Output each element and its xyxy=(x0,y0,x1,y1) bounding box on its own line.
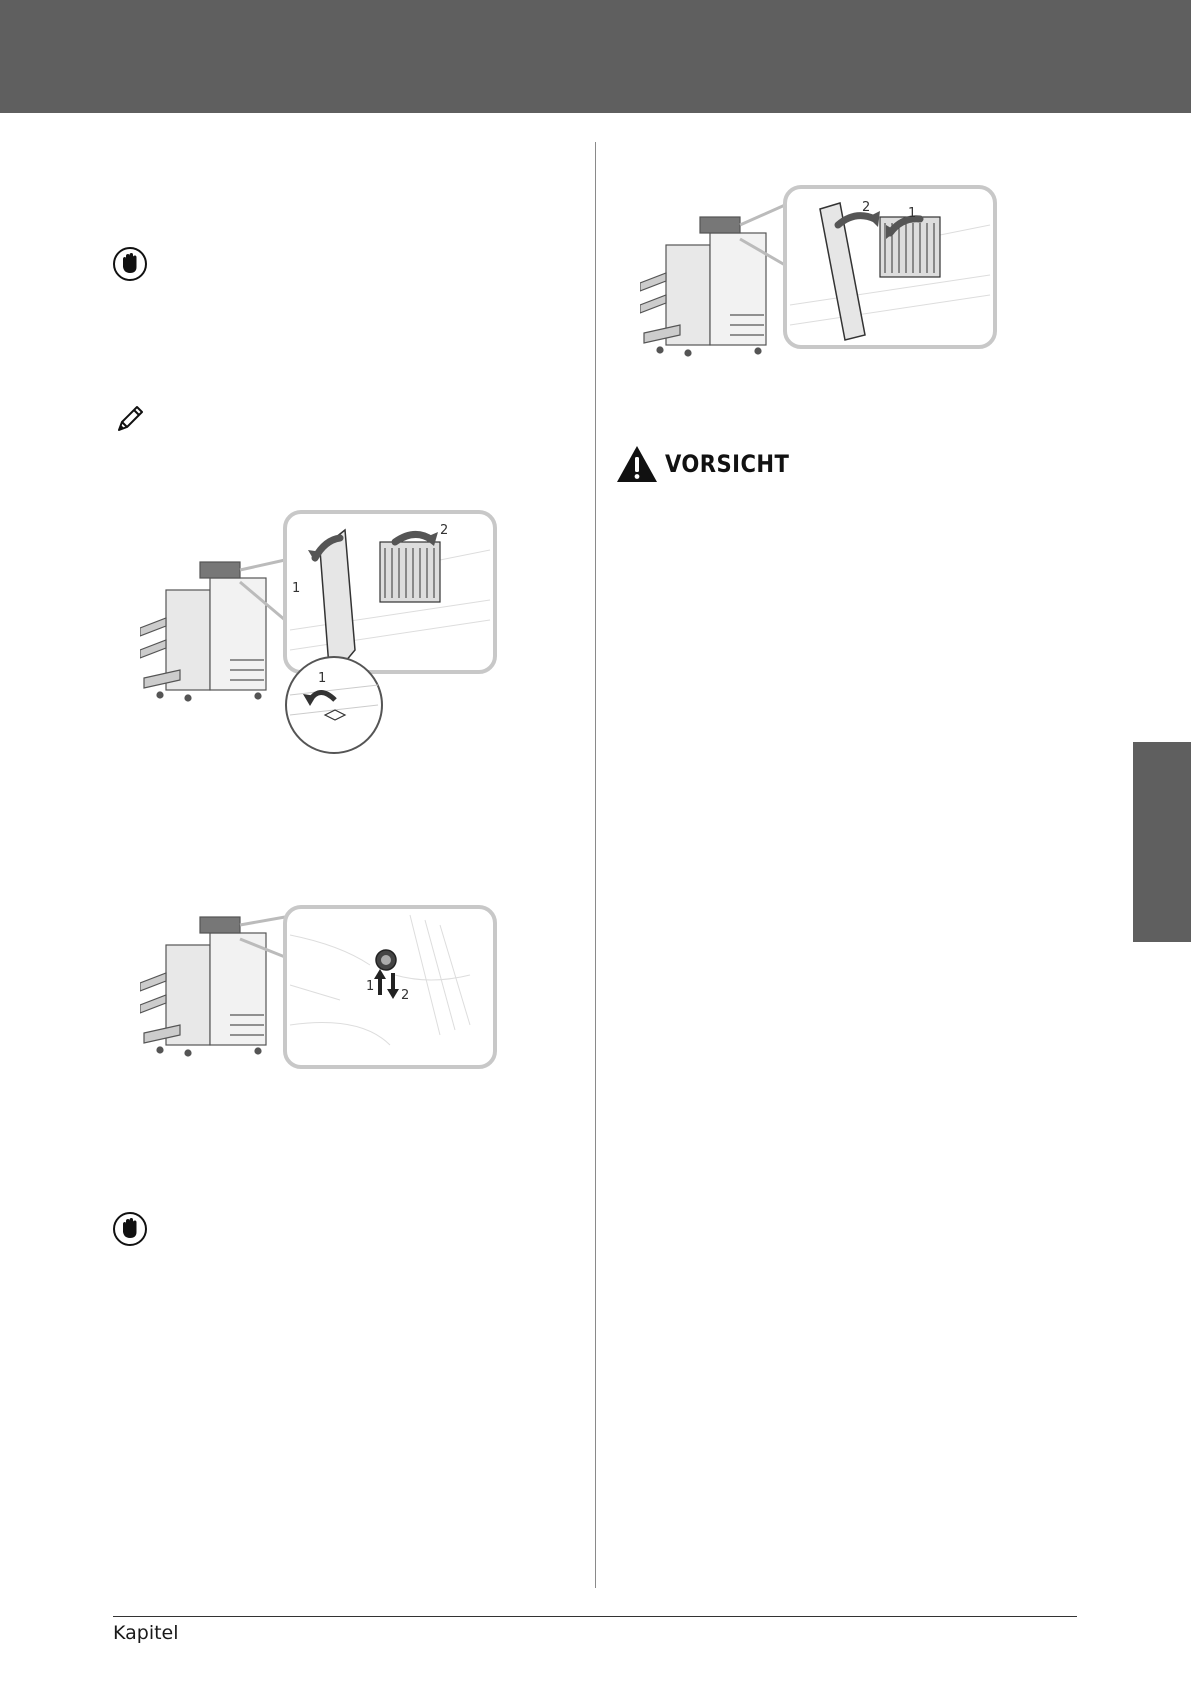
chapter-side-tab xyxy=(1133,742,1191,942)
pencil-icon xyxy=(113,402,147,436)
hand-stop-icon xyxy=(113,1212,147,1246)
caution-heading xyxy=(615,444,806,484)
callout-number: 1 xyxy=(318,671,327,686)
callout-number: 1 xyxy=(908,206,917,221)
callout-number: 1 xyxy=(366,979,375,994)
roller-illustration xyxy=(140,905,500,1095)
callout-number: 2 xyxy=(440,523,449,538)
footer-rule xyxy=(113,1616,1077,1617)
warning-triangle-icon xyxy=(615,444,659,484)
callout-number: 2 xyxy=(401,988,410,1003)
caution-label: VORSICHT xyxy=(665,450,790,478)
footer-chapter-label: Kapitel xyxy=(113,1622,179,1644)
callout-number: 1 xyxy=(292,581,301,596)
column-divider xyxy=(595,142,596,1588)
hand-stop-icon xyxy=(113,247,147,281)
callout-number: 2 xyxy=(862,200,871,215)
feeder-close-illustration xyxy=(640,185,1000,385)
page-header-bar xyxy=(0,0,1191,113)
feeder-open-illustration xyxy=(140,510,500,760)
